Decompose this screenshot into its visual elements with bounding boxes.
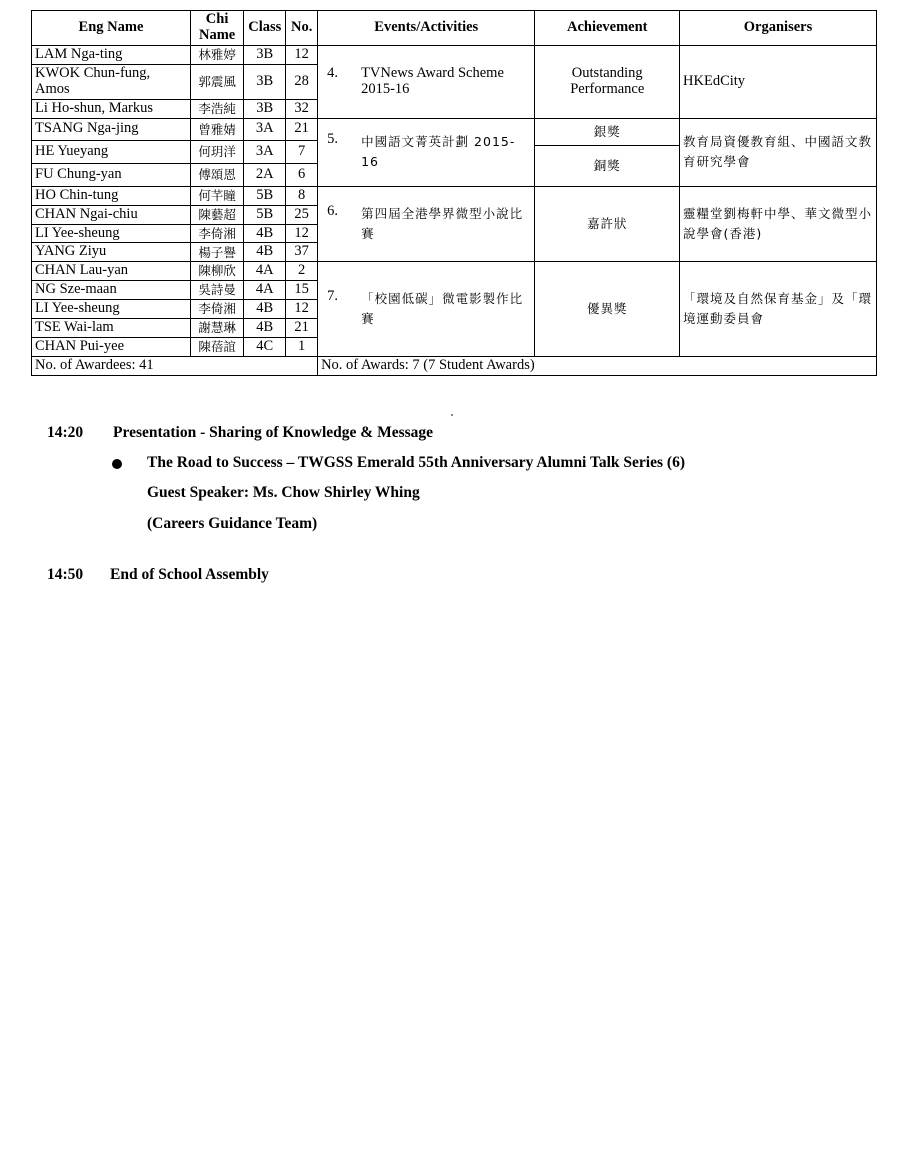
header-organisers: Organisers (680, 11, 877, 46)
eng-name: LI Yee-sheung (32, 300, 191, 319)
chi-name: 謝慧琳 (190, 319, 243, 338)
eng-name: FU Chung-yan (32, 163, 191, 186)
eng-name: NG Sze-maan (32, 281, 191, 300)
eng-name: LAM Nga-ting (32, 45, 191, 64)
class-no: 21 (286, 319, 318, 338)
class-no: 2 (286, 262, 318, 281)
schedule-title: End of School Assembly (110, 566, 269, 583)
eng-name: CHAN Lau-yan (32, 262, 191, 281)
chi-name: 李倚湘 (190, 224, 243, 243)
achievement: 優異獎 (535, 262, 680, 357)
class: 5B (244, 186, 286, 205)
eng-name: TSE Wai-lam (32, 319, 191, 338)
class-no: 15 (286, 281, 318, 300)
class: 4B (244, 319, 286, 338)
chi-name: 李浩純 (190, 99, 243, 118)
eng-name: HO Chin-tung (32, 186, 191, 205)
header-class: Class (244, 11, 286, 46)
class-no: 32 (286, 99, 318, 118)
chi-name: 曾雅婧 (190, 118, 243, 141)
class-no: 1 (286, 338, 318, 357)
event-name: 中國語文菁英計劃 2015-16 (361, 134, 516, 170)
event-name: 第四屆全港學界微型小說比賽 (361, 206, 524, 241)
eng-name: CHAN Ngai-chiu (32, 205, 191, 224)
class: 4B (244, 224, 286, 243)
eng-name: KWOK Chun-fung, Amos (32, 64, 191, 99)
class-no: 28 (286, 64, 318, 99)
event-cell (318, 262, 535, 357)
eng-name: Li Ho-shun, Markus (32, 99, 191, 118)
achievement-cell (535, 118, 680, 186)
class: 2A (244, 163, 286, 186)
organiser: 教育局資優教育組、中國語文教育研究學會 (680, 118, 877, 186)
chi-name: 傅頌恩 (190, 163, 243, 186)
table-row (32, 118, 877, 141)
eng-name: CHAN Pui-yee (32, 338, 191, 357)
class: 4A (244, 281, 286, 300)
class: 4A (244, 262, 286, 281)
schedule-title: Presentation - Sharing of Knowledge & Message (113, 424, 434, 441)
eng-name: YANG Ziyu (32, 243, 191, 262)
class: 4B (244, 243, 286, 262)
schedule-item-end (47, 566, 269, 584)
talk-title: The Road to Success – TWGSS Emerald 55th Anniversary Alumni Talk Series (6) (147, 454, 685, 471)
achievement: Outstanding Performance (535, 45, 680, 118)
chi-name: 何玥洋 (190, 141, 243, 164)
schedule-time: 14:20 (47, 424, 84, 441)
eng-name: TSANG Nga-jing (32, 118, 191, 141)
class-no: 7 (286, 141, 318, 164)
table-row (32, 262, 877, 281)
chi-name: 楊子譽 (190, 243, 243, 262)
class-no: 12 (286, 224, 318, 243)
class-no: 8 (286, 186, 318, 205)
chi-name: 陳蓓誼 (190, 338, 243, 357)
chi-name: 林雅婷 (190, 45, 243, 64)
class-no: 21 (286, 118, 318, 141)
schedule-time: 14:50 (47, 566, 84, 583)
chi-name: 陳藝超 (190, 205, 243, 224)
class: 5B (244, 205, 286, 224)
class: 3B (244, 99, 286, 118)
event-number: 7. (327, 288, 338, 305)
schedule-item-presentation (47, 424, 433, 442)
bullet-icon (112, 459, 122, 469)
class-no: 12 (286, 45, 318, 64)
event-number: 4. (327, 64, 338, 81)
achievement: 嘉許狀 (535, 186, 680, 262)
header-chi-name: Chi Name (190, 11, 243, 46)
guest-speaker: Guest Speaker: Ms. Chow Shirley Whing (147, 484, 420, 501)
event-cell (318, 45, 535, 118)
chi-name: 陳柳欣 (190, 262, 243, 281)
table-row (32, 186, 877, 205)
class: 4C (244, 338, 286, 357)
class-no: 12 (286, 300, 318, 319)
chi-name: 吳詩曼 (190, 281, 243, 300)
header-achievement: Achievement (535, 11, 680, 46)
organiser: 「環境及自然保育基金」及「環境運動委員會 (680, 262, 877, 357)
event-name: 「校園低碳」微電影製作比賽 (361, 291, 524, 327)
class-no: 6 (286, 163, 318, 186)
class: 3A (244, 118, 286, 141)
table-footer-row (32, 357, 877, 376)
awardees-count: No. of Awardees: 41 (32, 357, 318, 376)
organiser: 靈糧堂劉梅軒中學、華文微型小說學會(香港) (680, 186, 877, 262)
class: 3A (244, 141, 286, 164)
chi-name: 李倚湘 (190, 300, 243, 319)
header-no: No. (286, 11, 318, 46)
class-no: 37 (286, 243, 318, 262)
header-eng-name: Eng Name (32, 11, 191, 46)
chi-name: 何芊瞳 (190, 186, 243, 205)
chi-name: 郭震風 (190, 64, 243, 99)
awards-table (31, 10, 877, 376)
team-name: (Careers Guidance Team) (147, 515, 318, 532)
event-name: TVNews Award Scheme 2015-16 (361, 64, 504, 97)
eng-name: LI Yee-sheung (32, 224, 191, 243)
event-number: 6. (327, 203, 338, 219)
awards-count: No. of Awards: 7 (7 Student Awards) (318, 357, 877, 376)
event-cell (318, 118, 535, 186)
class: 4B (244, 300, 286, 319)
event-cell (318, 186, 535, 262)
stray-dot (451, 414, 453, 416)
table-row (32, 45, 877, 64)
event-number: 5. (327, 131, 338, 148)
class: 3B (244, 45, 286, 64)
class-no: 25 (286, 205, 318, 224)
organiser: HKEdCity (680, 45, 877, 118)
achievement-silver: 銀獎 (535, 119, 679, 146)
eng-name: HE Yueyang (32, 141, 191, 164)
table-header-row (32, 11, 877, 46)
class: 3B (244, 64, 286, 99)
header-events: Events/Activities (318, 11, 535, 46)
achievement-bronze: 銅獎 (593, 157, 621, 173)
